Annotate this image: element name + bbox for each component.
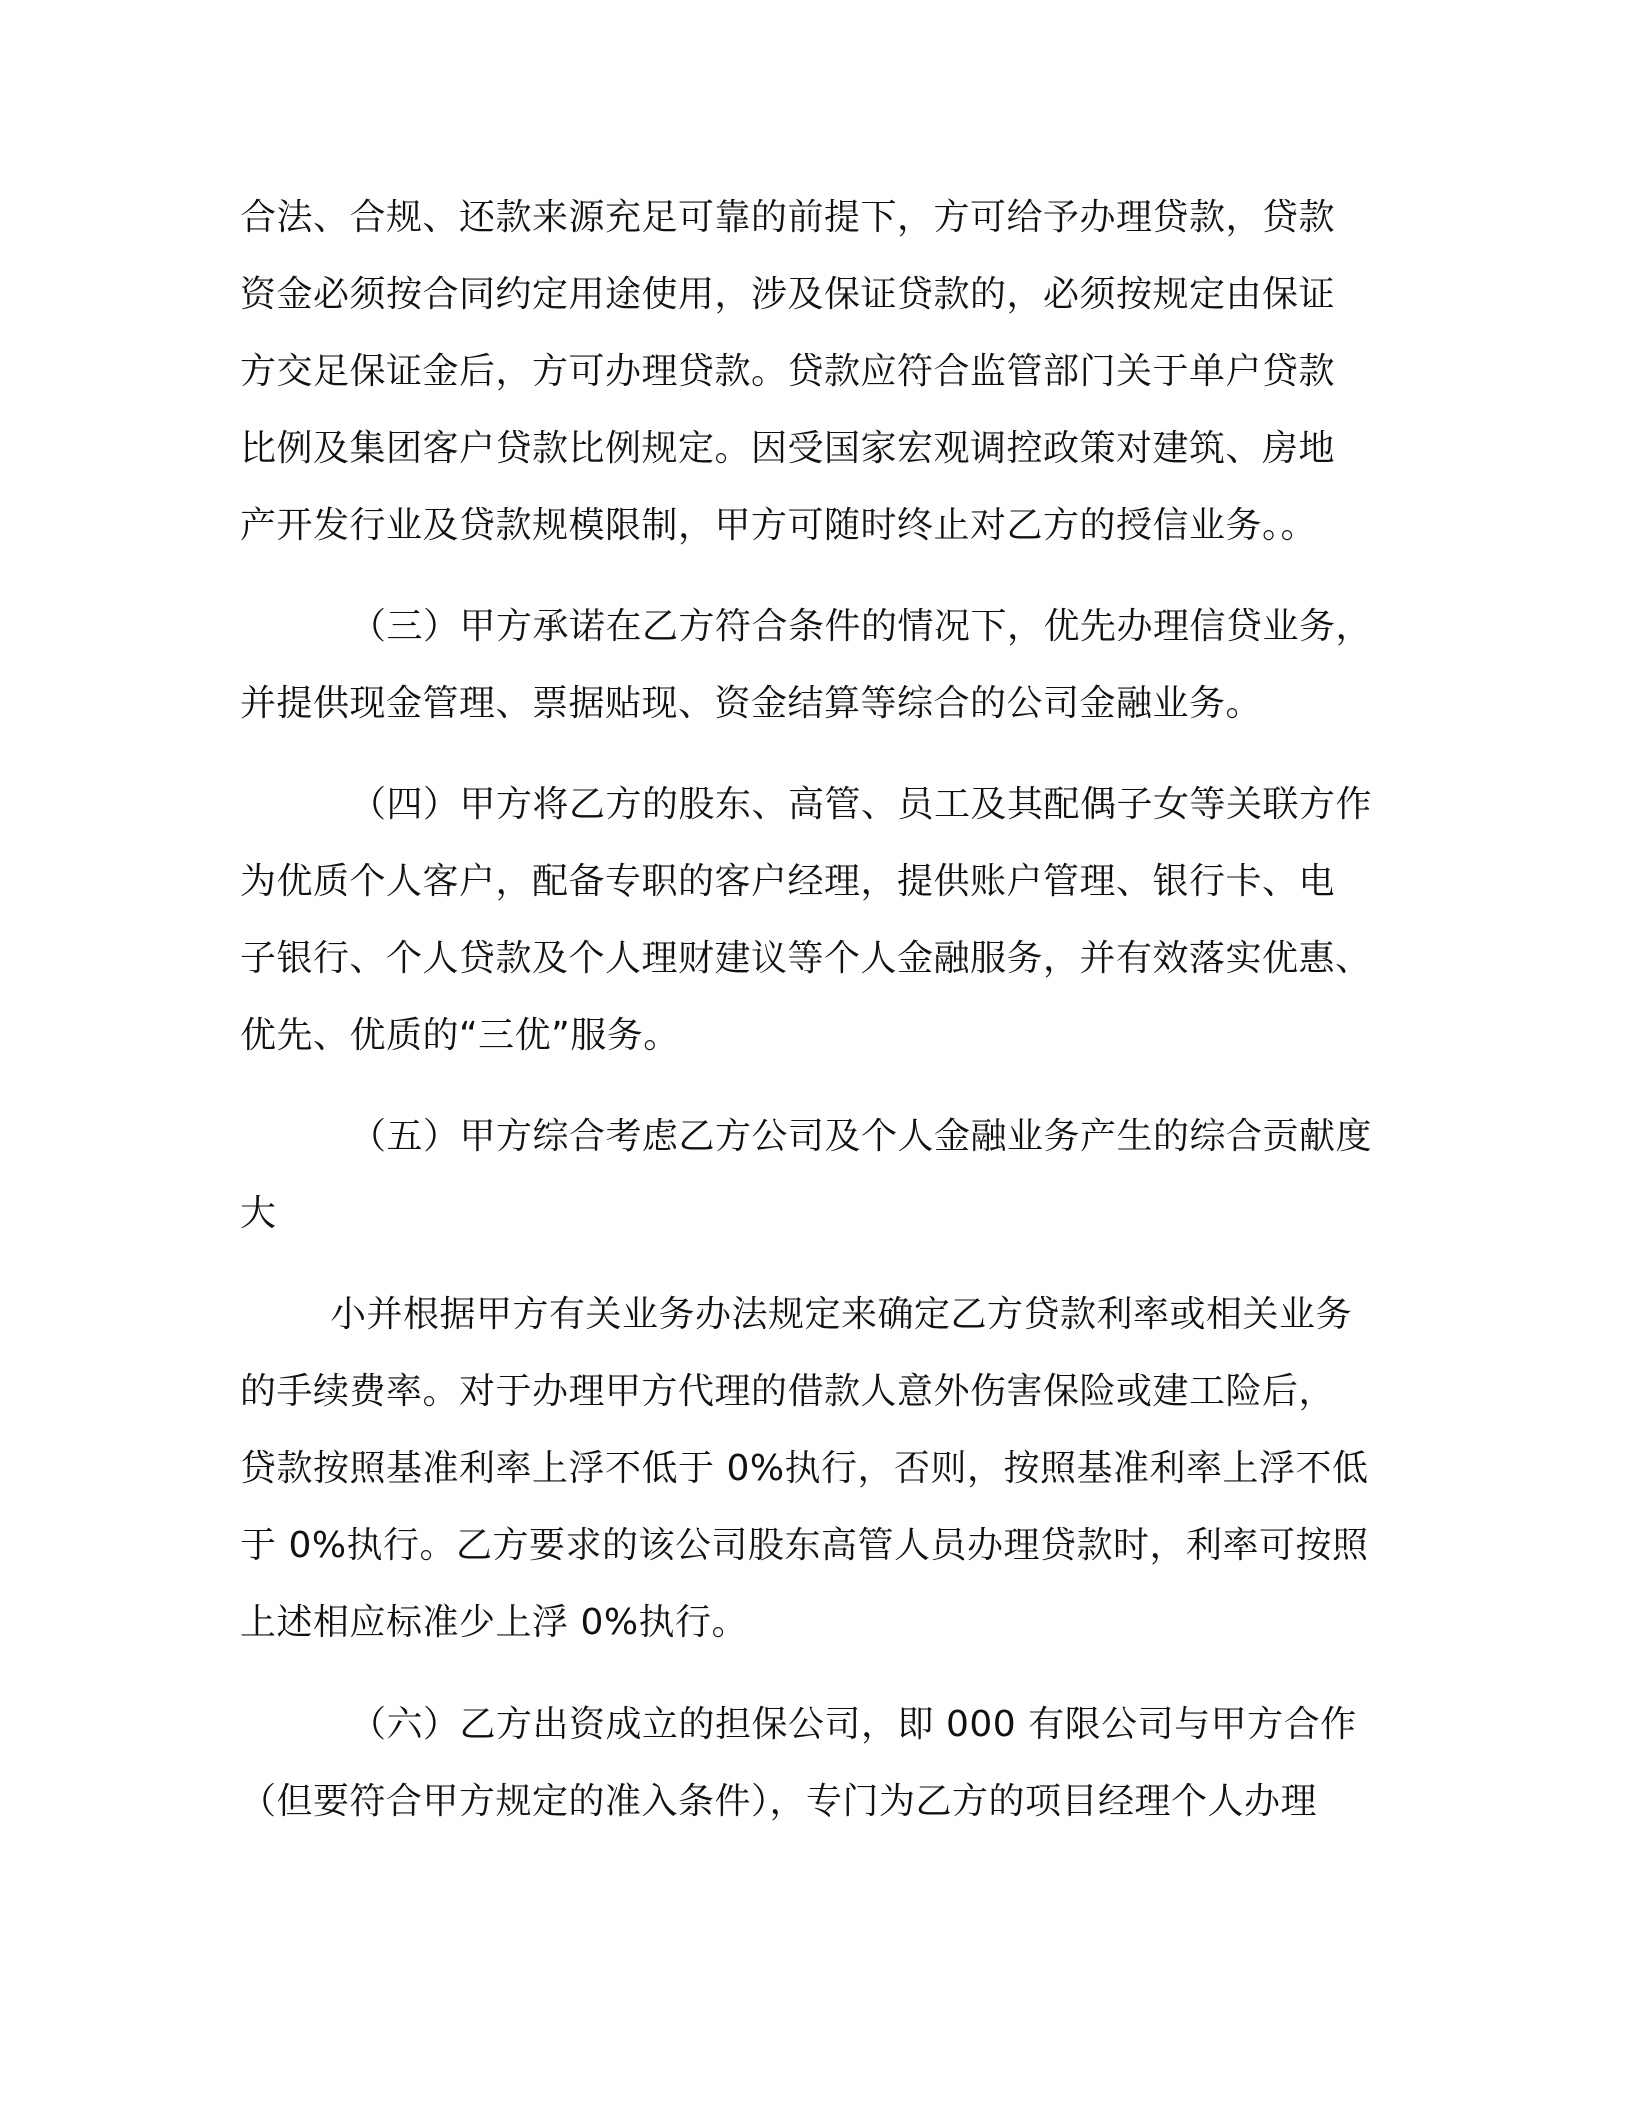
paragraph-5-continuation: 小并根据甲方有关业务办法规定来确定乙方贷款利率或相关业务 <box>330 1294 1353 1335</box>
text-line: 大 <box>240 1193 277 1234</box>
text-line: 并提供现金管理、票据贴现、资金结算等综合的公司金融业务。 <box>240 683 1263 724</box>
paragraph-4-first-line: （四）甲方将乙方的股东、高管、员工及其配偶子女等关联方作 <box>350 784 1373 825</box>
paragraph-6-first-line: （六）乙方出资成立的担保公司，即 000 有限公司与甲方合作 <box>350 1704 1357 1745</box>
text-line: 的手续费率。对于办理甲方代理的借款人意外伤害保险或建工险后， <box>240 1371 1336 1412</box>
paragraph-3-first-line: （三）甲方承诺在乙方符合条件的情况下，优先办理信贷业务， <box>350 606 1373 647</box>
text-line: 资金必须按合同约定用途使用，涉及保证贷款的，必须按规定由保证 <box>240 274 1336 315</box>
text-line: （但要符合甲方规定的准入条件），专门为乙方的项目经理个人办理 <box>240 1781 1318 1822</box>
text-line: 方交足保证金后，方可办理贷款。贷款应符合监管部门关于单户贷款 <box>240 351 1336 392</box>
text-line: 比例及集团客户贷款比例规定。因受国家宏观调控政策对建筑、房地 <box>240 428 1336 469</box>
text-line: 贷款按照基准利率上浮不低于 0%执行，否则，按照基准利率上浮不低 <box>240 1448 1369 1489</box>
text-line: 为优质个人客户，配备专职的客户经理，提供账户管理、银行卡、电 <box>240 861 1336 902</box>
text-line: 子银行、个人贷款及个人理财建议等个人金融服务，并有效落实优惠、 <box>240 938 1372 979</box>
text-line: 于 0%执行。乙方要求的该公司股东高管人员办理贷款时，利率可按照 <box>240 1525 1369 1566</box>
text-line: 优先、优质的“三优”服务。 <box>240 1015 680 1056</box>
text-line: 上述相应标准少上浮 0%执行。 <box>240 1602 749 1643</box>
text-line: 合法、合规、还款来源充足可靠的前提下，方可给予办理贷款，贷款 <box>240 197 1336 238</box>
paragraph-5-first-line: （五）甲方综合考虑乙方公司及个人金融业务产生的综合贡献度 <box>350 1116 1373 1157</box>
text-line: 产开发行业及贷款规模限制，甲方可随时终止对乙方的授信业务。。 <box>240 505 1318 546</box>
